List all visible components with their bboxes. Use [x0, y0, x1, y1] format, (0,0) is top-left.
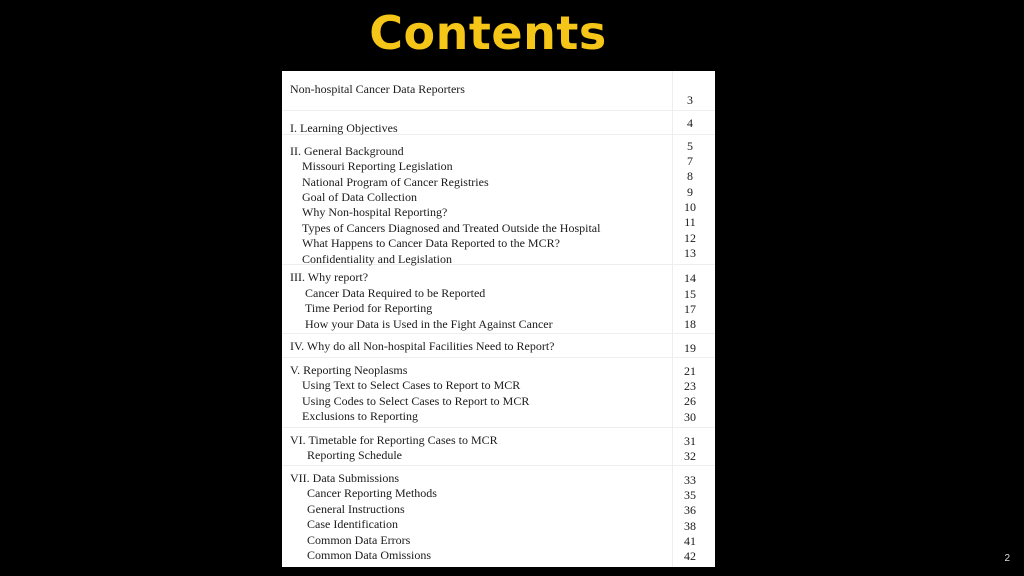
toc-entry-page: 10 — [684, 200, 696, 214]
toc-entry-page: 17 — [684, 302, 696, 316]
toc-entry-page: 32 — [684, 449, 696, 463]
toc-entry-page: 26 — [684, 394, 696, 408]
toc-entry — [282, 448, 715, 464]
toc-entry-title: II. General Background — [290, 144, 404, 158]
toc-entry-page: 35 — [684, 488, 696, 502]
toc-entry-title: Time Period for Reporting — [305, 301, 433, 315]
toc-entry-title: Case Identification — [307, 517, 398, 531]
toc-entry-title: VII. Data Submissions — [290, 471, 399, 485]
toc-entry — [282, 215, 715, 237]
toc-entry-title: Goal of Data Collection — [302, 190, 417, 204]
toc-entry-page: 9 — [687, 185, 693, 199]
slide-page-number: 2 — [1004, 553, 1010, 564]
toc-entry — [282, 231, 715, 252]
toc-entry-title: Non-hospital Cancer Data Reporters — [290, 82, 465, 96]
toc-entry-page: 23 — [684, 379, 696, 393]
toc-entry-page: 33 — [684, 473, 696, 487]
toc-entry-page: 42 — [684, 549, 696, 563]
toc-entry-title: Reporting Schedule — [307, 448, 402, 462]
toc-entry — [282, 185, 715, 206]
toc-entry-title: Confidentiality and Legislation — [302, 252, 452, 266]
toc-entry-page: 19 — [684, 341, 696, 355]
toc-entry-page: 3 — [687, 93, 693, 107]
toc-entry-title: Common Data Errors — [307, 533, 411, 547]
toc-entry-page: 30 — [684, 410, 696, 424]
toc-entry-title: Types of Cancers Diagnosed and Treated Outside the Hospital — [302, 221, 601, 235]
toc-entry-title: Using Text to Select Cases to Report to MCR — [302, 378, 521, 392]
toc-entry — [282, 286, 715, 302]
toc-entry — [282, 502, 715, 518]
toc-entry-page: 8 — [687, 169, 693, 183]
toc-entry-title: What Happens to Cancer Data Reported to the MCR? — [302, 236, 560, 250]
toc-entry — [282, 378, 715, 394]
toc-entry-page: 4 — [687, 116, 693, 130]
table-of-contents — [282, 71, 715, 567]
toc-entry-title: Cancer Reporting Methods — [307, 486, 437, 500]
toc-entry-title: V. Reporting Neoplasms — [290, 363, 408, 377]
toc-entry-page: 38 — [684, 519, 696, 533]
toc-heading — [282, 82, 715, 107]
toc-entry — [282, 169, 715, 191]
toc-entry — [282, 517, 715, 533]
toc-heading — [282, 339, 715, 355]
toc-entry-title: I. Learning Objectives — [290, 121, 398, 135]
toc-entry-title: How your Data is Used in the Fight Against Cancer — [305, 317, 553, 331]
toc-entry-page: 12 — [684, 231, 696, 245]
toc-entry — [282, 317, 715, 333]
toc-entry-title: General Instructions — [307, 502, 405, 516]
toc-entry — [282, 394, 715, 410]
toc-entry-page: 5 — [687, 139, 693, 153]
toc-entry-page: 41 — [684, 534, 696, 548]
toc-heading — [282, 363, 715, 379]
toc-entry — [282, 486, 715, 502]
toc-entry-page: 21 — [684, 364, 696, 378]
toc-entry-page: 31 — [684, 434, 696, 448]
toc-entry-page: 13 — [684, 246, 696, 260]
toc-heading — [282, 471, 715, 487]
toc-entry — [282, 409, 715, 425]
toc-entry-title: Why Non-hospital Reporting? — [302, 205, 448, 219]
toc-entry — [282, 154, 715, 175]
toc-entry — [282, 548, 715, 564]
toc-entry-title: Cancer Data Required to be Reported — [305, 286, 486, 300]
toc-entry-title: Exclusions to Reporting — [302, 409, 418, 423]
toc-entry-title: National Program of Cancer Registries — [302, 175, 489, 189]
toc-heading — [282, 139, 715, 160]
toc-entry-page: 36 — [684, 503, 696, 517]
toc-entry-page: 7 — [687, 154, 693, 168]
toc-entry-page: 14 — [684, 271, 696, 285]
toc-entry-title: III. Why report? — [290, 270, 369, 284]
toc-entry-title: VI. Timetable for Reporting Cases to MCR — [290, 433, 498, 447]
toc-heading — [282, 433, 715, 449]
toc-heading — [282, 270, 715, 286]
toc-entry — [282, 533, 715, 549]
toc-entry-page: 18 — [684, 317, 696, 331]
toc-entry-page: 15 — [684, 287, 696, 301]
slide-title: Contents — [369, 6, 607, 60]
toc-entry — [282, 200, 715, 221]
toc-entry-title: IV. Why do all Non-hospital Facilities Need to Report? — [290, 339, 555, 353]
toc-entry-page: 11 — [684, 215, 696, 229]
toc-entry-title: Missouri Reporting Legislation — [302, 159, 453, 173]
toc-entry-title: Common Data Omissions — [307, 548, 432, 562]
toc-entry — [282, 301, 715, 317]
toc-entry-title: Using Codes to Select Cases to Report to MCR — [302, 394, 530, 408]
